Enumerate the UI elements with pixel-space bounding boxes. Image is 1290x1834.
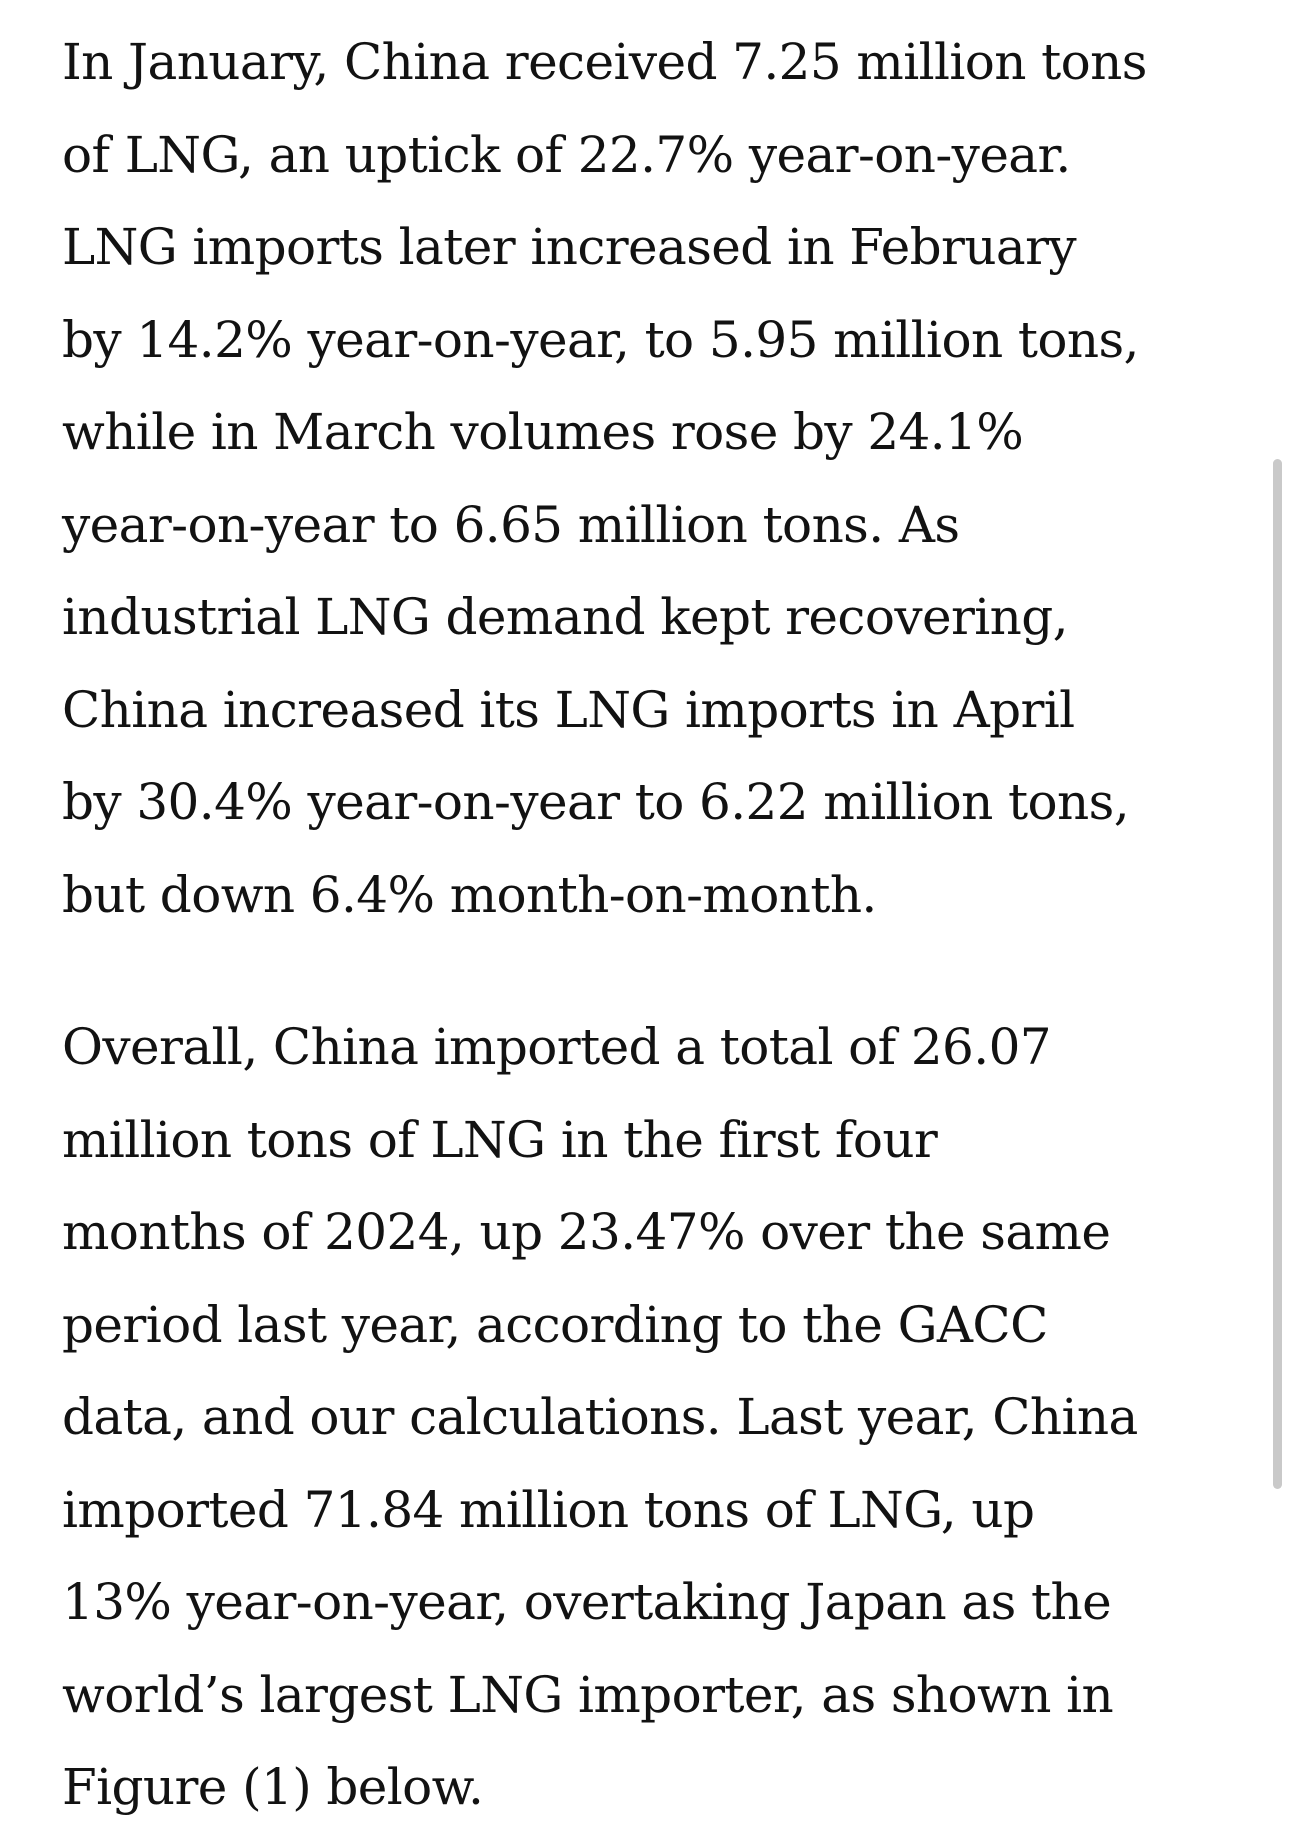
text-line: imported 71.84 million tons of LNG, up [62, 1480, 1035, 1539]
text-line: LNG imports later increased in February [62, 218, 1077, 276]
text-line: by 30.4% year-on-year to 6.22 million tons, [62, 773, 1129, 831]
text-line: world’s largest LNG importer, as shown in [62, 1665, 1114, 1724]
text-line: million tons of LNG in the first four [62, 1110, 938, 1169]
text-line: while in March volumes rose by 24.1% [62, 403, 1024, 461]
paragraph-spacer [62, 941, 1242, 1001]
text-line: data, and our calculations. Last year, China [62, 1388, 1138, 1446]
text-line: 13% year-on-year, overtaking Japan as the [62, 1573, 1112, 1631]
article-body [62, 16, 1242, 1834]
text-line: by 14.2% year-on-year, to 5.95 million tons, [62, 310, 1139, 369]
text-line: Figure (1) below. [62, 1758, 484, 1816]
paragraph-1 [62, 16, 1242, 941]
text-line: but down 6.4% month-on-month. [62, 865, 877, 924]
text-line: China increased its LNG imports in April [62, 680, 1075, 739]
text-line: In January, China received 7.25 million tons [62, 33, 1147, 91]
text-line: industrial LNG demand kept recovering, [62, 588, 1068, 646]
paragraph-2 [62, 1001, 1242, 1834]
text-line: period last year, according to the GACC [62, 1295, 1048, 1354]
text-line: of LNG, an uptick of 22.7% year-on-year. [62, 125, 1071, 184]
scrollbar-thumb[interactable] [1273, 459, 1282, 1489]
text-line: year-on-year to 6.65 million tons. As [62, 495, 960, 554]
text-line: Overall, China imported a total of 26.07 [62, 1018, 1051, 1076]
text-line: months of 2024, up 23.47% over the same [62, 1203, 1111, 1261]
